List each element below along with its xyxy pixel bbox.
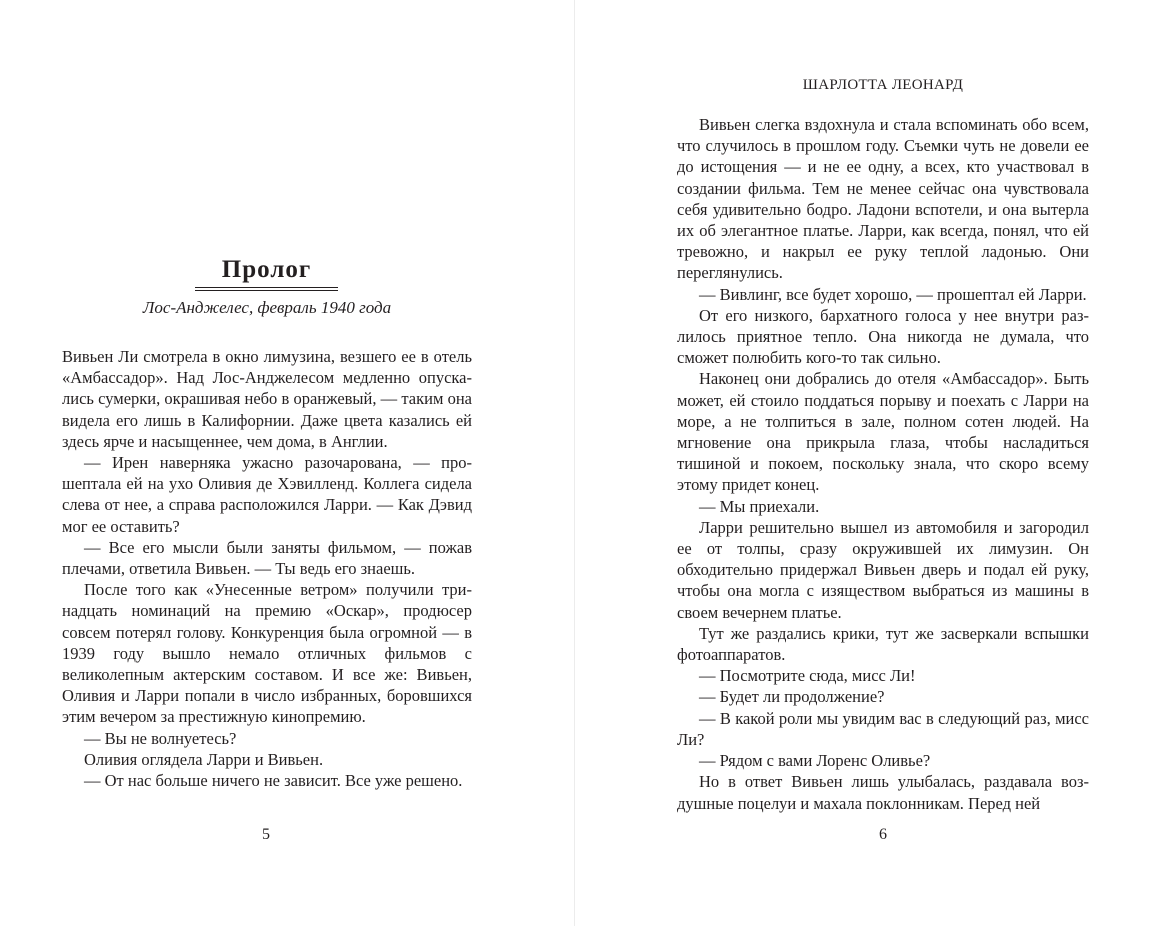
- page-number: 5: [262, 826, 270, 843]
- right-page-body: [677, 114, 1089, 814]
- left-page-body: [62, 346, 472, 791]
- running-head: ШАРЛОТТА ЛЕОНАРД: [802, 77, 964, 93]
- paragraph: — Рядом с вами Лоренс Оливье?: [699, 751, 931, 771]
- paragraph: Оливия оглядела Ларри и Вивьен.: [84, 749, 324, 769]
- paragraph: Вивьен Ли смотрела в окно лимузина, везшего ее в отель «Амбассадор». Над Лос-Анджелесом медленно опускались сумерки, окрашивая небо в оранжевый, — таким она видела его лишь в Калифорнии. Даже цвета казались ей здесь ярче и насыщеннее, чем дома, в Англии.: [62, 347, 472, 451]
- paragraph: — Вивлинг, все будет хорошо, — прошептал ей Ларри.: [699, 284, 1087, 304]
- chapter-title: Пролог: [221, 256, 312, 283]
- paragraph: — Посмотрите сюда, мисс Ли!: [699, 666, 916, 686]
- left-page: [0, 0, 574, 926]
- paragraph: — Ирен наверняка ужасно разочарована, — прошептала ей на ухо Оливия де Хэвилленд. Коллега сидела слева от нее, а справа расположился Ларри. — Как Дэвид мог ее оставить?: [62, 453, 472, 536]
- paragraph: — Все его мысли были заняты фильмом, — пожав плечами, ответила Вивьен. — Ты ведь его знаешь.: [62, 537, 472, 579]
- paragraph: Но в ответ Вивьен лишь улыбалась, раздавала воздушные поцелуи и махала поклонникам. Перед ней: [677, 772, 1089, 813]
- paragraph: — Будет ли продолжение?: [699, 687, 885, 707]
- paragraph: Наконец они добрались до отеля «Амбассадор». Быть может, ей стоило поддаться порыву и поехать с Ларри на море, а не толпиться в зале, полном сотен людей. На мгновение она прикрыла глаза, чтобы насладиться тишиной и покоем, поскольку знала, что скоро всему этому придет конец.: [677, 369, 1089, 495]
- paragraph: От его низкого, бархатного голоса у нее внутри разлилось приятное тепло. Она никогда не думала, что сможет полюбить кого-то так сильно.: [677, 305, 1089, 368]
- paragraph: — Мы приехали.: [699, 496, 820, 516]
- chapter-title-underline: [195, 287, 338, 291]
- page-number: 6: [879, 826, 887, 843]
- chapter-subtitle: Лос-Анджелес, февраль 1940 года: [142, 298, 392, 317]
- paragraph: — Вы не волнуетесь?: [84, 728, 237, 748]
- paragraph: Тут же раздались крики, тут же засверкали вспышки фотоаппаратов.: [677, 623, 1089, 665]
- paragraph: Ларри решительно вышел из автомобиля и загородил ее от толпы, сразу окружившей их лимузин. Он обходительно придержал Вивьен дверь и подал ей руку, чтобы она могла с изяществом выбраться из машины в своем вечернем платье.: [677, 517, 1089, 622]
- paragraph: После того как «Унесенные ветром» получили тринадцать номинаций на премию «Оскар», продюсер совсем потерял голову. Конкуренция была огромной — в 1939 году вышло немало отличных фильмов с великолепным актерским составом. И все же: Вивьен, Оливия и Ларри попали в число избранных, боровшихся этим вечером за престижную кинопремию.: [62, 580, 472, 727]
- right-page: [575, 0, 1149, 926]
- paragraph: — От нас больше ничего не зависит. Все уже решено.: [84, 771, 463, 791]
- paragraph: — В какой роли мы увидим вас в следующий раз, мисс Ли?: [677, 708, 1089, 749]
- paragraph: Вивьен слегка вздохнула и стала вспоминать обо всем, что случилось в прошлом году. Съемки чуть не довели ее до истощения — и не ее одну, а всех, кто участвовал в создании фильма. Тем не менее сейчас она чувствовала себя удивительно бодро. Ладони вспотели, и она вытерла их об элегантное платье. Ларри, как всегда, понял, что ей тревожно, и накрыл ее руку теплой ладонью. Они переглянулись.: [677, 115, 1089, 283]
